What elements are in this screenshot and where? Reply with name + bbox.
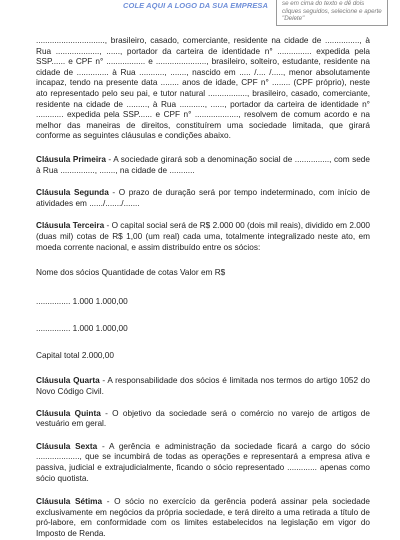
clause-text: O sócio no exercício da gerência poderá assinar pela sociedade exclusivamente em negócios da própria sociedade, e terá direito a uma retirada a título de pró-labore, em conformidade com os limites estabelecidos na legislação em vigor do Imposto de Renda. [36,497,371,538]
clause-title: Cláusula Sexta [36,441,98,451]
intro-paragraph: .............................., brasileiro, casado, comerciante, residente na cidade de ..............., à Rua ..................., ......, portador da carteira de identidade n° ............... expedida pela SSP...... e CPF n° ................. e ......................, brasileiro, solteiro, estudante, residente na cidade de .............. à Rua ..........., ......., nascido em ..... /.... /....., menor absolutamente incapaz, tendo na presente data ........ anos de idade, CPF n° ........ (CPF próprio), neste ato representado pelo seu pai, e tutor natural ................., brasileiro, casado, comerciante, residente na cidade de ........., à Rua ..........., ......, portador da carteira de identidade n° ............ expedida pela SSP...... e CPF n° ..................., resolvem de comum acordo e na melhor das maneiras de direitos, constituírem uma sociedade limitada, que girará conforme as seguintes cláusulas e condições abaixo. [36,36,370,141]
partner-row: ............... 1.000 1.000,00 [36,324,128,334]
clause-quarta [36,376,370,397]
clause-text: A sociedade girará sob a denominação social de ..............., com sede à Rua ..............., ......., na cidade de ........... [36,154,370,175]
clause-title: Cláusula Quinta [36,408,101,418]
clause-text: O objetivo da sociedade será o comércio no varejo de artigos de vestuário em geral. [36,408,370,429]
company-logo-placeholder: COLE AQUI A LOGO DA SUA EMPRESA [123,1,269,10]
clause-separator: - [97,441,110,451]
clause-segunda [36,188,370,209]
clause-separator: - [99,376,108,386]
clause-primeira [36,155,370,176]
clause-text: A gerência e administração da sociedade ficará a cargo do sócio ..................., que se incumbirá de todas as operações e representará a empresa ativa e passiva, judicial e extrajudicialmente, ficando o sócio representado ............. apenas como sócio quotista. [36,441,370,483]
clause-title: Cláusula Quarta [36,376,100,386]
clause-title: Cláusula Terceira [36,221,105,231]
contract-document [36,36,370,540]
partners-header: Nome dos sócios Quantidade de cotas Valor em R$ [36,268,226,278]
clause-title: Cláusula Primeira [36,154,106,164]
clause-title: Cláusula Segunda [36,188,109,198]
clause-separator: - [100,408,113,418]
partner-row: ............... 1.000 1.000,00 [36,296,128,306]
clause-text: O prazo de duração será por tempo indeterminado, com início de atividades em ....../......./....... [36,188,371,208]
clause-separator: - [105,154,114,164]
clause-sexta [36,442,370,484]
clause-text: A responsabilidade dos sócios é limitada nos termos do artigo 1052 do Novo Código Civil. [36,376,370,397]
instruction-note [276,0,388,26]
clause-setima [36,497,370,539]
clause-separator: - [108,188,119,198]
clause-text: O capital social será de R$ 2.000 00 (dois mil reais), dividido em 2.000 (duas mil) cotas de R$ 1,00 (um real) cada uma, totalmente integralizado neste ato, em moeda corrente nacional, e assim distribuído entre os sócios: [36,221,371,252]
instruction-note-text: se em cima do texto e dê dois cliques seguidos, selecione e aperte "Delete" [282,0,382,23]
clause-separator: - [104,221,112,231]
clause-separator: - [102,497,115,507]
clause-terceira [36,221,370,253]
clause-title: Cláusula Sétima [36,497,103,507]
clause-quinta [36,409,370,430]
capital-total: Capital total 2.000,00 [36,350,114,360]
